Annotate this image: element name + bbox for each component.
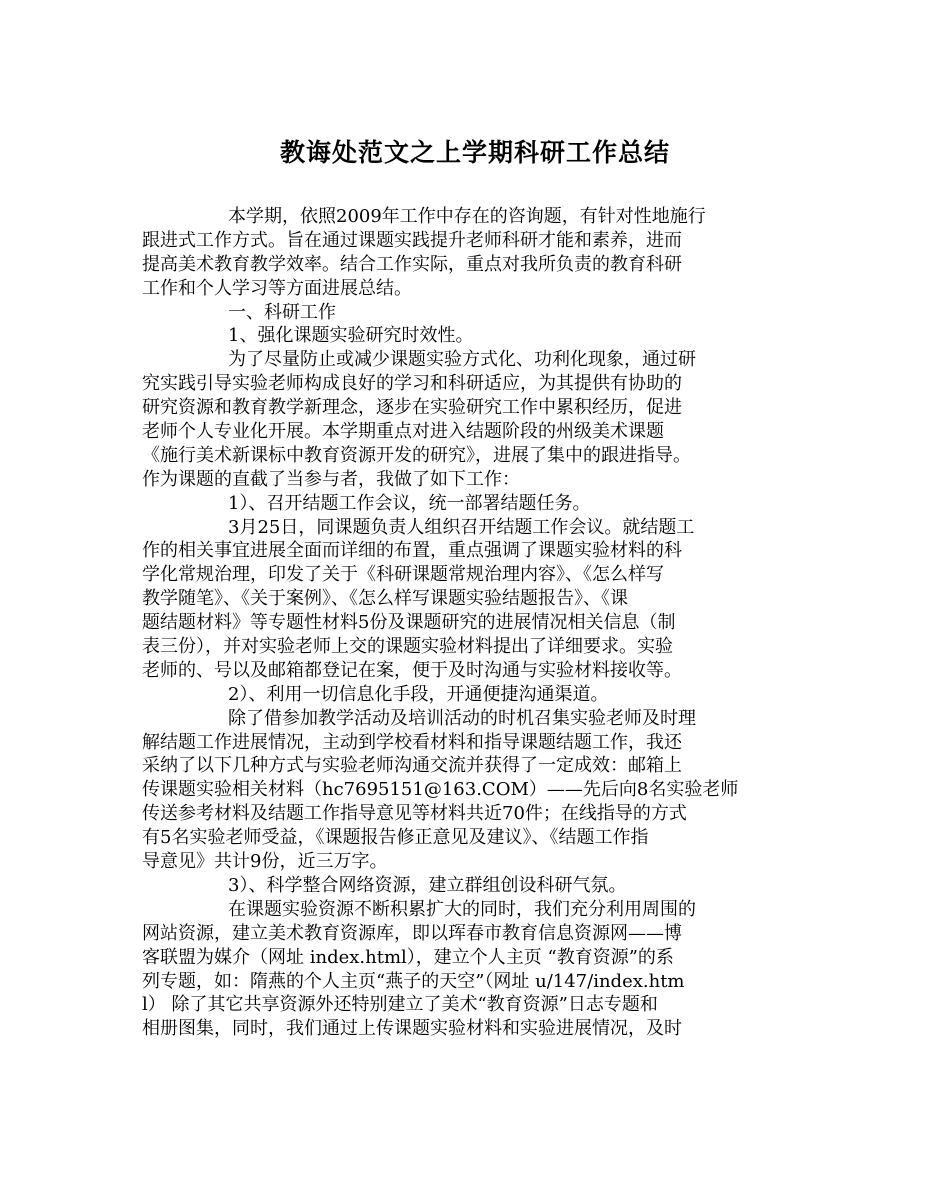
- body-line: 3）、科学整合网络资源，建立群组创设科研气氛。: [228, 874, 627, 896]
- body-line: 老师的、号以及邮箱都登记在案，便于及时沟通与实验材料接收等。: [142, 659, 682, 681]
- body-line: 《施行美术新课标中教育资源开发的研究》，进展了集中的跟进指导。: [142, 444, 691, 466]
- body-line: 采纳了以下几种方式与实验老师沟通交流并获得了一定成效：邮箱上: [142, 755, 682, 777]
- body-line: 解结题工作进展情况，主动到学校看材料和指导课题结题工作，我还: [142, 731, 682, 753]
- body-line: 提高美术教育教学效率。结合工作实际，重点对我所负责的教育科研: [142, 253, 682, 275]
- body-line: 相册图集，同时，我们通过上传课题实验材料和实验进展情况，及时: [142, 1018, 682, 1040]
- body-line: 一、科研工作: [228, 301, 336, 323]
- body-line: 作为课题的直截了当参与者，我做了如下工作：: [142, 468, 520, 490]
- body-line: 作的相关事宜进展全面而详细的布置，重点强调了课题实验材料的科: [142, 540, 682, 562]
- body-line: 传送参考材料及结题工作指导意见等材料共近70件；在线指导的方式: [142, 803, 687, 825]
- body-line: 有5名实验老师受益，《课题报告修正意见及建议》、《结题工作指: [142, 827, 649, 849]
- document-title: 教诲处范文之上学期科研工作总结: [279, 138, 670, 167]
- body-line: 跟进式工作方式。旨在通过课题实践提升老师科研才能和素养，进而: [142, 229, 682, 251]
- body-line: 为了尽量防止或减少课题实验方式化、功利化现象，通过研: [228, 349, 696, 371]
- body-line: 老师个人专业化开展。本学期重点对进入结题阶段的州级美术课题: [142, 421, 664, 443]
- body-line: 1、强化课题实验研究时效性。: [228, 325, 474, 347]
- body-line: 在课题实验资源不断积累扩大的同时，我们充分利用周围的: [228, 898, 696, 920]
- body-line: 工作和个人学习等方面进展总结。: [142, 277, 412, 299]
- body-line: 列专题，如：隋燕的个人主页“燕子的天空”（网址 u/147/index.htm: [142, 970, 685, 992]
- document-body: [142, 205, 817, 1041]
- body-line: 传课题实验相关材料（hc7695151@163.COM）——先后向8名实验老师: [142, 779, 739, 801]
- body-line: 2）、利用一切信息化手段，开通便捷沟通渠道。: [228, 683, 609, 705]
- body-line: 本学期，依照2009年工作中存在的咨询题，有针对性地施行: [228, 206, 706, 227]
- body-line: 3月25日，同课题负责人组织召开结题工作会议。就结题工: [228, 516, 695, 538]
- body-line: 客联盟为媒介（网址 index.html），建立个人主页 “教育资源”的系: [142, 946, 674, 968]
- body-line: l） 除了其它共享资源外还特别建立了美术“教育资源”日志专题和: [142, 994, 658, 1016]
- body-line: 导意见》共计9份，近三万字。: [142, 851, 388, 873]
- body-line: 教学随笔》、《关于案例》、《怎么样写课题实验结题报告》、《课: [142, 588, 628, 610]
- body-line: 1）、召开结题工作会议，统一部署结题任务。: [228, 492, 591, 514]
- body-line: 网站资源，建立美术教育资源库，即以珲春市教育信息资源网——博: [142, 922, 682, 944]
- body-line: 究实践引导实验老师构成良好的学习和科研适应，为其提供有协助的: [142, 373, 682, 395]
- body-line: 题结题材料》等专题性材料5份及课题研究的进展情况相关信息（制: [142, 612, 676, 634]
- body-line: 除了借参加教学活动及培训活动的时机召集实验老师及时理: [228, 707, 696, 729]
- body-line: 学化常规治理，印发了关于《科研课题常规治理内容》、《怎么样写: [142, 564, 664, 586]
- body-line: 研究资源和教育教学新理念，逐步在实验研究工作中累积经历，促进: [142, 397, 682, 419]
- body-line: 表三份），并对实验老师上交的课题实验材料提出了详细要求。实验: [142, 636, 673, 658]
